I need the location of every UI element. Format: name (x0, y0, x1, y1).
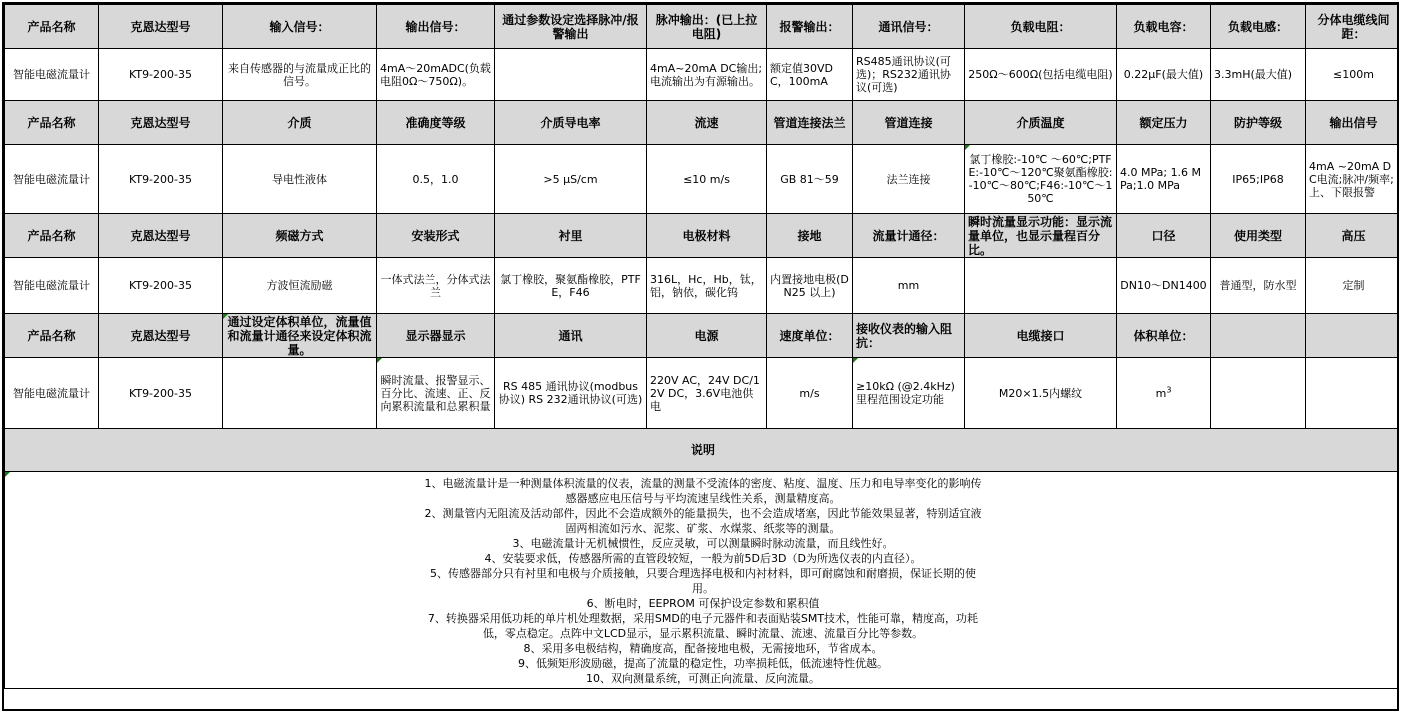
header-cell: 接收仪表的输入阻抗： (853, 314, 965, 358)
note-line: 9、低频矩形波励磁，提高了流量的稳定性，功率损耗低，低流速特性优越。 (518, 657, 888, 670)
header-cell: 克恩达型号 (99, 5, 223, 49)
header-cell: 产品名称 (5, 314, 99, 358)
header-cell: 管道连接 (853, 101, 965, 145)
value-cell: 额定值30VDC，100mA (767, 49, 853, 101)
header-cell (1211, 314, 1306, 358)
header-cell: 输出信号： (377, 5, 495, 49)
value-cell: KT9-200-35 (99, 145, 223, 214)
value-cell: IP65;IP68 (1211, 145, 1306, 214)
value-cell (223, 358, 377, 429)
value-cell (965, 258, 1117, 314)
header-row (5, 101, 1400, 145)
header-cell: 介质温度 (965, 101, 1117, 145)
value-cell: 4mA~20mA DC输出;电流输出为有源输出。 (647, 49, 767, 101)
volume-unit-superscript: 3 (1166, 384, 1172, 394)
value-cell: M20×1.5内螺纹 (965, 358, 1117, 429)
header-cell: 瞬时流量显示功能：显示流量单位，也显示量程百分比。 (965, 214, 1117, 258)
note-line: 4、安装要求低，传感器所需的直管段较短，一般为前5D后3D（D为所选仪表的内直径）。 (484, 552, 922, 565)
value-cell: 普通型，防水型 (1211, 258, 1306, 314)
value-cell: 220V AC，24V DC/12V DC，3.6V电池供电 (647, 358, 767, 429)
header-cell: 产品名称 (5, 5, 99, 49)
header-cell: 报警输出： (767, 5, 853, 49)
note-line: 3、电磁流量计无机械惯性，反应灵敏，可以测量瞬时脉动流量，而且线性好。 (512, 537, 894, 550)
header-cell: 脉冲输出：(已上拉电阻) (647, 5, 767, 49)
value-cell: ≤100m (1306, 49, 1400, 101)
header-cell: 显示器显示 (377, 314, 495, 358)
value-cell: 一体式法兰，分体式法兰 (377, 258, 495, 314)
value-cell: RS485通讯协议(可选)；RS232通讯协议(可选) (853, 49, 965, 101)
value-cell: 250Ω～600Ω(包括电缆电阻) (965, 49, 1117, 101)
header-cell: 衬里 (495, 214, 647, 258)
value-cell: 来自传感器的与流量成正比的信号。 (223, 49, 377, 101)
value-cell (1306, 358, 1400, 429)
header-cell: 负载电感： (1211, 5, 1306, 49)
value-cell: 4mA～20mADC(负载电阻0Ω～750Ω)。 (377, 49, 495, 101)
data-row (5, 145, 1400, 214)
value-cell: 瞬时流量、报警显示、百分比、流速、正、反向累积流量和总累积量 (377, 358, 495, 429)
note-line: 10、双向测量系统，可测正向流量、反向流量。 (586, 672, 820, 685)
header-cell: 分体电缆线间距： (1306, 5, 1400, 49)
value-cell: 导电性液体 (223, 145, 377, 214)
header-cell: 高压 (1306, 214, 1400, 258)
data-row (5, 49, 1400, 101)
header-cell: 负载电阻： (965, 5, 1117, 49)
note-line: 7、转换器采用低功耗的单片机处理数据，采用SMD的电子元器件和表面贴装SMT技术，性能可靠，精度高，功耗低，零点稳定。点阵中文LCD显示，显示累积流量、瞬时流量、流速、流量百分比等参数。 (427, 612, 979, 640)
notes-body (423, 476, 983, 686)
value-cell (1117, 358, 1211, 429)
value-cell: 0.5，1.0 (377, 145, 495, 214)
header-cell: 流速 (647, 101, 767, 145)
notes-row (5, 472, 1400, 689)
value-cell: KT9-200-35 (99, 49, 223, 101)
header-cell: 体积单位： (1117, 314, 1211, 358)
header-cell: 管道连接法兰 (767, 101, 853, 145)
header-cell: 介质 (223, 101, 377, 145)
header-cell: 通讯 (495, 314, 647, 358)
header-cell: 电缆接口 (965, 314, 1117, 358)
value-cell: KT9-200-35 (99, 358, 223, 429)
data-row (5, 358, 1400, 429)
value-cell: 定制 (1306, 258, 1400, 314)
header-cell: 流量计通径： (853, 214, 965, 258)
header-cell: 通过设定体积单位，流量值和流量计通径来设定体积流量。 (223, 314, 377, 358)
header-cell: 克恩达型号 (99, 214, 223, 258)
value-cell: RS 485 通讯协议(modbus协议) RS 232通讯协议(可选) (495, 358, 647, 429)
header-cell: 产品名称 (5, 214, 99, 258)
value-cell: 氯丁橡胶，聚氨酯橡胶，PTFE，F46 (495, 258, 647, 314)
value-cell: 智能电磁流量计 (5, 258, 99, 314)
header-cell: 频磁方式 (223, 214, 377, 258)
value-cell (1211, 358, 1306, 429)
value-cell: ≥10kΩ (@2.4kHz)里程范围设定功能 (853, 358, 965, 429)
note-line: 8、采用多电极结构，精确度高，配备接地电极，无需接地环，节省成本。 (523, 642, 883, 655)
volume-unit: m (1155, 386, 1167, 400)
header-cell: 口径 (1117, 214, 1211, 258)
header-cell: 克恩达型号 (99, 314, 223, 358)
value-cell (495, 49, 647, 101)
value-cell: 法兰连接 (853, 145, 965, 214)
value-cell: 3.3mH(最大值) (1211, 49, 1306, 101)
note-line: 2、测量管内无阻流及活动部件，因此不会造成额外的能量损失，也不会造成堵塞，因此节能效果显著，特别适宜液固两相流如污水、泥浆、矿浆、水煤浆、纸浆等的测量。 (424, 507, 982, 535)
header-cell: 速度单位： (767, 314, 853, 358)
value-cell: 智能电磁流量计 (5, 145, 99, 214)
header-cell: 使用类型 (1211, 214, 1306, 258)
header-cell: 接地 (767, 214, 853, 258)
header-row (5, 5, 1400, 49)
value-cell: 氯丁橡胶:-10℃ ～60℃;PTFE:-10℃～120℃聚氨酯橡胶:-10℃～80℃;F46:-10℃～150℃ (965, 145, 1117, 214)
value-cell: 方波恒流励磁 (223, 258, 377, 314)
value-cell: 4mA ~20mA DC电流;脉冲/频率;上、下限报警 (1306, 145, 1400, 214)
header-cell: 通讯信号： (853, 5, 965, 49)
header-cell: 电极材料 (647, 214, 767, 258)
notes-title-row (5, 429, 1400, 472)
value-cell: m/s (767, 358, 853, 429)
note-line: 6、断电时，EEPROM 可保护设定参数和累积值 (586, 597, 820, 610)
header-cell: 克恩达型号 (99, 101, 223, 145)
header-cell: 负载电容： (1117, 5, 1211, 49)
header-cell: 介质导电率 (495, 101, 647, 145)
value-cell: ≤10 m/s (647, 145, 767, 214)
value-cell: GB 81～59 (767, 145, 853, 214)
value-cell: 智能电磁流量计 (5, 358, 99, 429)
value-cell: 智能电磁流量计 (5, 49, 99, 101)
value-cell: DN10～DN1400 (1117, 258, 1211, 314)
header-cell: 输出信号 (1306, 101, 1400, 145)
note-line: 5、传感器部分只有衬里和电极与介质接触，只要合理选择电极和内衬材料，即可耐腐蚀和耐磨损，保证长期的使用。 (430, 567, 976, 595)
header-cell: 额定压力 (1117, 101, 1211, 145)
spec-table (4, 4, 1399, 689)
value-cell: 4.0 MPa; 1.6 MPa;1.0 MPa (1117, 145, 1211, 214)
value-cell: KT9-200-35 (99, 258, 223, 314)
header-cell: 安装形式 (377, 214, 495, 258)
data-row (5, 258, 1400, 314)
value-cell: >5 μS/cm (495, 145, 647, 214)
header-cell: 准确度等级 (377, 101, 495, 145)
header-cell: 产品名称 (5, 101, 99, 145)
notes-cell (5, 472, 1400, 689)
header-cell: 通过参数设定选择脉冲/报警输出 (495, 5, 647, 49)
header-cell: 电源 (647, 314, 767, 358)
header-cell: 防护等级 (1211, 101, 1306, 145)
spec-sheet (2, 2, 1399, 711)
value-cell: 内置接地电极(DN25 以上) (767, 258, 853, 314)
value-cell: 316L，Hc，Hb，钛，铝，钠依，碳化钨 (647, 258, 767, 314)
value-cell: mm (853, 258, 965, 314)
note-line: 1、电磁流量计是一种测量体积流量的仪表，流量的测量不受流体的密度、粘度、温度、压力和电导率变化的影响传感器感应电压信号与平均流速呈线性关系，测量精度高。 (424, 477, 982, 505)
value-cell: 0.22μF(最大值) (1117, 49, 1211, 101)
header-cell: 输入信号： (223, 5, 377, 49)
header-row (5, 314, 1400, 358)
header-cell (1306, 314, 1400, 358)
header-row (5, 214, 1400, 258)
notes-title: 说明 (5, 429, 1400, 472)
